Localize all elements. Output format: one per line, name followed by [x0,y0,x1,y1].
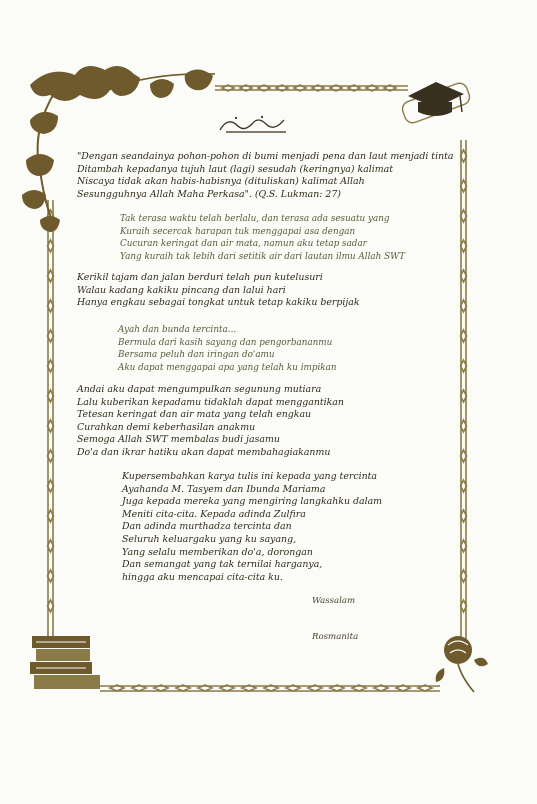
verse-block-4 [77,384,344,460]
text-line: Sesungguhnya Allah Maha Perkasa". (Q.S. Lukman: 27) [77,188,341,200]
text-line: "Dengan seandainya pohon-pohon di bumi menjadi pena dan laut menjadi tinta [77,151,454,162]
text-line: Yang selalu memberikan do'a, dorongan [122,546,313,558]
text-line: Do'a dan ikrar hatiku akan dapat membahagiakanmu [77,446,331,458]
left-border [48,200,54,640]
book-stack-icon [30,636,100,689]
right-border [461,140,467,640]
text-line: Yang kuraih tak lebih dari setitik air dari lautan ilmu Allah SWT [120,251,406,262]
text-line: Kupersembahkan karya tulis ini kepada yang tercinta [122,471,377,482]
dedication-block [122,471,382,584]
text-line: Andai aku dapat mengumpulkan segunung mutiara [77,384,322,395]
text-line: Ayah dan bunda tercinta... [118,325,237,335]
text-line: Ditambah kepadanya tujuh laut (lagi) sesudah (keringnya) kalimat [77,163,394,175]
text-line: Semoga Allah SWT membalas budi jasamu [77,434,280,446]
bottom-border [100,685,440,691]
text-line: Tak terasa waktu telah berlalu, dan terasa ada sesuatu yang [120,214,390,224]
text-line: Aku dapat menggapai apa yang telah ku impikan [118,362,337,373]
verse-block-2 [77,272,360,310]
text-line: Bersama peluh dan iringan do'amu [118,350,275,361]
text-line: Juga kepada mereka yang mengiring langkahku dalam [122,496,383,508]
text-line: Hanya engkau sebagai tongkat untuk tetap kakiku berpijak [77,297,360,309]
text-line: Cucuran keringat dan air mata, namun aku tetap sadar [120,239,367,250]
text-line: Kuraih secercak harapan tuk menggapai asa dengan [120,226,356,237]
text-line: Walau kadang kakiku pincang dan lalui hari [77,284,286,296]
text-line: Dan semangat yang tak ternilai harganya, [122,559,323,571]
quote-block [77,151,453,201]
text-line: Meniti cita-cita. Kepada adinda Zulfira [122,508,306,520]
text-line: Dan adinda murthadza tercinta dan [122,521,292,533]
graduation-cap-scroll-icon [400,81,471,125]
text-line: Tetesan keringat dan air mata yang telah engkau [77,409,312,421]
text-line: Bermula dari kasih sayang dan pengorbananmu [118,337,333,348]
closing-text: Wassalam [312,596,356,606]
text-line: Lalu kuberikan kepadamu tidaklah dapat menggantikan [77,396,344,408]
text-line: Niscaya tidak akan habis-habisnya (dituliskan) kalimat Allah [77,176,365,188]
signature-name: Rosmanita [312,632,359,642]
verse-block-1 [120,213,405,263]
rose-icon [436,636,488,692]
text-line: hingga aku mencapai cita-cita ku. [122,571,283,583]
text-line: Ayahanda M. Tasyem dan Ibunda Mariama [122,483,326,495]
grape-vine-icon [22,66,215,232]
text-line: Seluruh keluargaku yang ku sayang, [122,533,297,545]
verse-block-3 [118,324,337,374]
text-line: Kerikil tajam dan jalan berduri telah pun kutelusuri [77,272,323,283]
text-line: Curahkan demi keberhasilan anakmu [77,421,256,433]
bismillah-calligraphy-icon [216,112,292,136]
top-border [215,85,408,91]
